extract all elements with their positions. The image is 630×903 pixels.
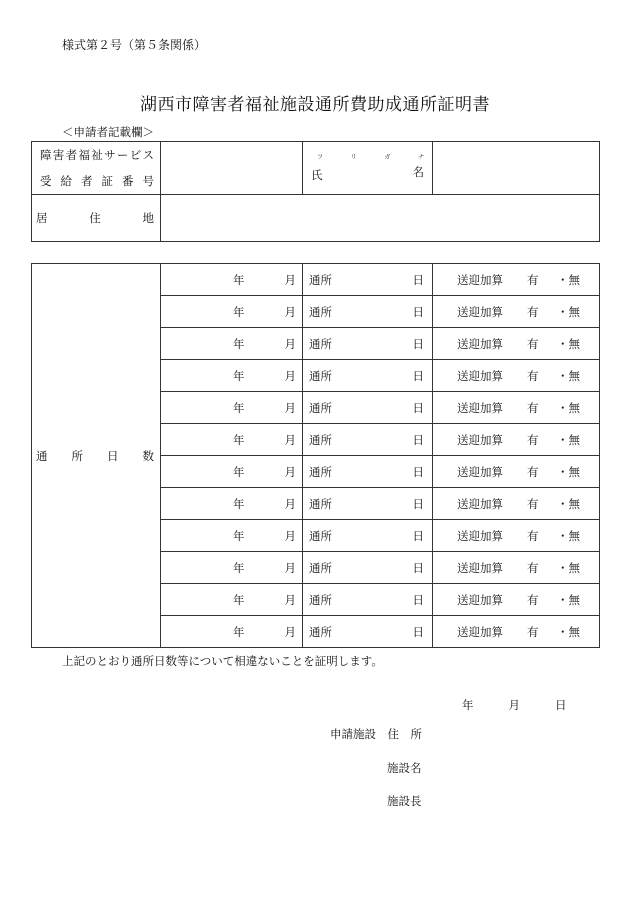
month-label: 月 bbox=[284, 272, 296, 287]
year-month-field[interactable] bbox=[161, 520, 303, 552]
attendance-count-field[interactable] bbox=[303, 328, 433, 360]
year-label: 年 bbox=[233, 368, 245, 383]
attendance-count-field[interactable] bbox=[303, 584, 433, 616]
cert-label-line2-char: 番 bbox=[122, 174, 134, 188]
transport-addon-label: 送迎加算 bbox=[457, 560, 503, 575]
cert-label-line1-char: サ bbox=[104, 148, 116, 162]
furigana-char: ナ bbox=[417, 154, 424, 161]
cert-label-line1-char: ー bbox=[116, 148, 129, 162]
day-label: 日 bbox=[412, 304, 424, 319]
transport-addon-label: 送迎加算 bbox=[457, 400, 503, 415]
day-label: 日 bbox=[412, 560, 424, 575]
tsusho-label: 通所 bbox=[309, 432, 332, 447]
month-label: 月 bbox=[284, 560, 296, 575]
attendance-row bbox=[32, 264, 600, 296]
transport-addon-label: 送迎加算 bbox=[457, 592, 503, 607]
transport-addon-label: 送迎加算 bbox=[457, 496, 503, 511]
transport-addon-field[interactable] bbox=[433, 520, 600, 552]
address-label-char: 住 bbox=[89, 211, 101, 225]
form-number: 様式第２号（第５条関係） bbox=[62, 38, 207, 52]
facility-head-label: 施設長 bbox=[387, 794, 422, 808]
option-yes[interactable]: 有 bbox=[527, 464, 539, 479]
option-no[interactable]: ・無 bbox=[557, 464, 580, 479]
year-month-field[interactable] bbox=[161, 424, 303, 456]
option-no[interactable]: ・無 bbox=[557, 560, 580, 575]
tsusho-label: 通所 bbox=[309, 304, 332, 319]
transport-addon-field[interactable] bbox=[433, 616, 600, 648]
option-no[interactable]: ・無 bbox=[557, 400, 580, 415]
cert-label-line1-char: 者 bbox=[65, 148, 78, 162]
option-no[interactable]: ・無 bbox=[557, 336, 580, 351]
cert-number-field[interactable] bbox=[161, 142, 303, 195]
date-year: 年 bbox=[462, 698, 474, 712]
applicant-section-label: ＜申請者記載欄＞ bbox=[62, 125, 154, 139]
cert-label-line1-char: ビ bbox=[129, 148, 142, 162]
year-label: 年 bbox=[233, 272, 245, 287]
attendance-count-field[interactable] bbox=[303, 488, 433, 520]
attendance-count-field[interactable] bbox=[303, 392, 433, 424]
option-no[interactable]: ・無 bbox=[557, 624, 580, 639]
transport-addon-field[interactable] bbox=[433, 424, 600, 456]
month-label: 月 bbox=[284, 624, 296, 639]
cert-label-line2-char: 証 bbox=[101, 174, 113, 188]
option-yes[interactable]: 有 bbox=[527, 336, 539, 351]
date-month: 月 bbox=[508, 698, 520, 712]
transport-addon-label: 送迎加算 bbox=[457, 336, 503, 351]
cert-label-line1-char: 障 bbox=[40, 148, 52, 162]
cert-number-label bbox=[32, 142, 161, 195]
name-label-mei: 名 bbox=[412, 165, 424, 179]
cert-label-line1-char: 害 bbox=[52, 148, 65, 162]
day-label: 日 bbox=[412, 400, 424, 415]
address-label-char: 居 bbox=[36, 211, 48, 225]
transport-addon-label: 送迎加算 bbox=[457, 528, 503, 543]
attendance-count-field[interactable] bbox=[303, 616, 433, 648]
year-label: 年 bbox=[233, 464, 245, 479]
year-label: 年 bbox=[233, 624, 245, 639]
attendance-days-label-char: 所 bbox=[71, 448, 83, 463]
facility-label: 申請施設 bbox=[330, 727, 376, 741]
tsusho-label: 通所 bbox=[309, 464, 332, 479]
month-label: 月 bbox=[284, 528, 296, 543]
year-label: 年 bbox=[233, 592, 245, 607]
tsusho-label: 通所 bbox=[309, 560, 332, 575]
attendance-days-label-cell bbox=[32, 264, 161, 648]
address-label bbox=[32, 210, 160, 226]
option-no[interactable]: ・無 bbox=[557, 432, 580, 447]
month-label: 月 bbox=[284, 592, 296, 607]
option-no[interactable]: ・無 bbox=[557, 368, 580, 383]
year-label: 年 bbox=[233, 432, 245, 447]
furigana-char: ガ bbox=[384, 154, 391, 161]
year-month-field[interactable] bbox=[161, 296, 303, 328]
transport-addon-field[interactable] bbox=[433, 392, 600, 424]
option-no[interactable]: ・無 bbox=[557, 496, 580, 511]
transport-addon-label: 送迎加算 bbox=[457, 272, 503, 287]
year-label: 年 bbox=[233, 560, 245, 575]
address-label-char: 地 bbox=[142, 211, 154, 225]
applicant-table bbox=[31, 141, 600, 242]
year-label: 年 bbox=[233, 336, 245, 351]
month-label: 月 bbox=[284, 336, 296, 351]
facility-address-label: 住 所 bbox=[387, 727, 422, 741]
option-yes[interactable]: 有 bbox=[527, 400, 539, 415]
certification-date bbox=[462, 697, 567, 713]
transport-addon-field[interactable] bbox=[433, 360, 600, 392]
cert-label-line2-char: 受 bbox=[40, 174, 52, 188]
year-label: 年 bbox=[233, 400, 245, 415]
month-label: 月 bbox=[284, 400, 296, 415]
transport-addon-field[interactable] bbox=[433, 264, 600, 296]
day-label: 日 bbox=[412, 624, 424, 639]
year-month-field[interactable] bbox=[161, 456, 303, 488]
transport-addon-label: 送迎加算 bbox=[457, 464, 503, 479]
option-yes[interactable]: 有 bbox=[527, 272, 539, 287]
month-label: 月 bbox=[284, 432, 296, 447]
year-month-field[interactable] bbox=[161, 264, 303, 296]
day-label: 日 bbox=[412, 464, 424, 479]
name-label-cell bbox=[303, 142, 433, 195]
year-month-field[interactable] bbox=[161, 488, 303, 520]
year-label: 年 bbox=[233, 304, 245, 319]
attendance-count-field[interactable] bbox=[303, 552, 433, 584]
attendance-days-label-char: 日 bbox=[107, 448, 119, 463]
day-label: 日 bbox=[412, 496, 424, 511]
transport-addon-label: 送迎加算 bbox=[457, 304, 503, 319]
option-no[interactable]: ・無 bbox=[557, 592, 580, 607]
attendance-count-field[interactable] bbox=[303, 520, 433, 552]
transport-addon-field[interactable] bbox=[433, 488, 600, 520]
tsusho-label: 通所 bbox=[309, 496, 332, 511]
month-label: 月 bbox=[284, 368, 296, 383]
day-label: 日 bbox=[412, 368, 424, 383]
month-label: 月 bbox=[284, 496, 296, 511]
furigana-char: リ bbox=[350, 154, 357, 161]
month-label: 月 bbox=[284, 464, 296, 479]
option-yes[interactable]: 有 bbox=[527, 592, 539, 607]
transport-addon-field[interactable] bbox=[433, 456, 600, 488]
cert-label-line1-char: 福 bbox=[78, 148, 90, 162]
option-yes[interactable]: 有 bbox=[527, 560, 539, 575]
tsusho-label: 通所 bbox=[309, 400, 332, 415]
attendance-days-table bbox=[31, 263, 600, 648]
facility-name-label: 施設名 bbox=[387, 761, 422, 775]
day-label: 日 bbox=[412, 272, 424, 287]
option-yes[interactable]: 有 bbox=[527, 496, 539, 511]
name-label-shi: 氏 bbox=[311, 168, 323, 182]
year-label: 年 bbox=[233, 528, 245, 543]
name-field[interactable] bbox=[433, 142, 600, 195]
day-label: 日 bbox=[412, 592, 424, 607]
tsusho-label: 通所 bbox=[309, 336, 332, 351]
transport-addon-label: 送迎加算 bbox=[457, 368, 503, 383]
transport-addon-field[interactable] bbox=[433, 552, 600, 584]
day-label: 日 bbox=[412, 432, 424, 447]
facility-address-line bbox=[330, 726, 422, 742]
furigana-label bbox=[317, 152, 424, 161]
attendance-days-label-char: 通 bbox=[36, 448, 48, 463]
attendance-days-label-char: 数 bbox=[142, 448, 154, 463]
transport-addon-label: 送迎加算 bbox=[457, 432, 503, 447]
attendance-count-field[interactable] bbox=[303, 296, 433, 328]
tsusho-label: 通所 bbox=[309, 624, 332, 639]
day-label: 日 bbox=[412, 528, 424, 543]
attendance-count-field[interactable] bbox=[303, 424, 433, 456]
year-month-field[interactable] bbox=[161, 328, 303, 360]
option-yes[interactable]: 有 bbox=[527, 528, 539, 543]
certification-statement: 上記のとおり通所日数等について相違ないことを証明します。 bbox=[62, 654, 383, 668]
year-month-field[interactable] bbox=[161, 584, 303, 616]
address-label-cell bbox=[32, 195, 161, 242]
attendance-count-field[interactable] bbox=[303, 264, 433, 296]
cert-label-line2-char: 者 bbox=[81, 174, 93, 188]
address-field[interactable] bbox=[161, 195, 600, 242]
option-no[interactable]: ・無 bbox=[557, 528, 580, 543]
cert-number-label-line2 bbox=[36, 168, 160, 194]
cert-number-label-line1 bbox=[36, 142, 160, 168]
day-label: 日 bbox=[412, 336, 424, 351]
cert-label-line1-char: 祉 bbox=[91, 148, 103, 162]
year-month-field[interactable] bbox=[161, 360, 303, 392]
transport-addon-field[interactable] bbox=[433, 584, 600, 616]
tsusho-label: 通所 bbox=[309, 368, 332, 383]
option-yes[interactable]: 有 bbox=[527, 304, 539, 319]
option-yes[interactable]: 有 bbox=[527, 432, 539, 447]
cert-label-line2-char: 給 bbox=[60, 174, 72, 188]
attendance-days-label bbox=[32, 448, 160, 464]
option-no[interactable]: ・無 bbox=[557, 304, 580, 319]
cert-label-line1-char: ス bbox=[142, 148, 154, 162]
attendance-count-field[interactable] bbox=[303, 456, 433, 488]
furigana-char: フ bbox=[317, 154, 324, 161]
year-month-field[interactable] bbox=[161, 552, 303, 584]
tsusho-label: 通所 bbox=[309, 528, 332, 543]
option-no[interactable]: ・無 bbox=[557, 272, 580, 287]
transport-addon-field[interactable] bbox=[433, 296, 600, 328]
option-yes[interactable]: 有 bbox=[527, 368, 539, 383]
month-label: 月 bbox=[284, 304, 296, 319]
year-month-field[interactable] bbox=[161, 392, 303, 424]
transport-addon-label: 送迎加算 bbox=[457, 624, 503, 639]
attendance-count-field[interactable] bbox=[303, 360, 433, 392]
tsusho-label: 通所 bbox=[309, 592, 332, 607]
year-label: 年 bbox=[233, 496, 245, 511]
page-title: 湖西市障害者福祉施設通所費助成通所証明書 bbox=[140, 95, 490, 115]
year-month-field[interactable] bbox=[161, 616, 303, 648]
option-yes[interactable]: 有 bbox=[527, 624, 539, 639]
tsusho-label: 通所 bbox=[309, 272, 332, 287]
date-day: 日 bbox=[555, 698, 567, 712]
transport-addon-field[interactable] bbox=[433, 328, 600, 360]
cert-label-line2-char: 号 bbox=[142, 174, 154, 188]
